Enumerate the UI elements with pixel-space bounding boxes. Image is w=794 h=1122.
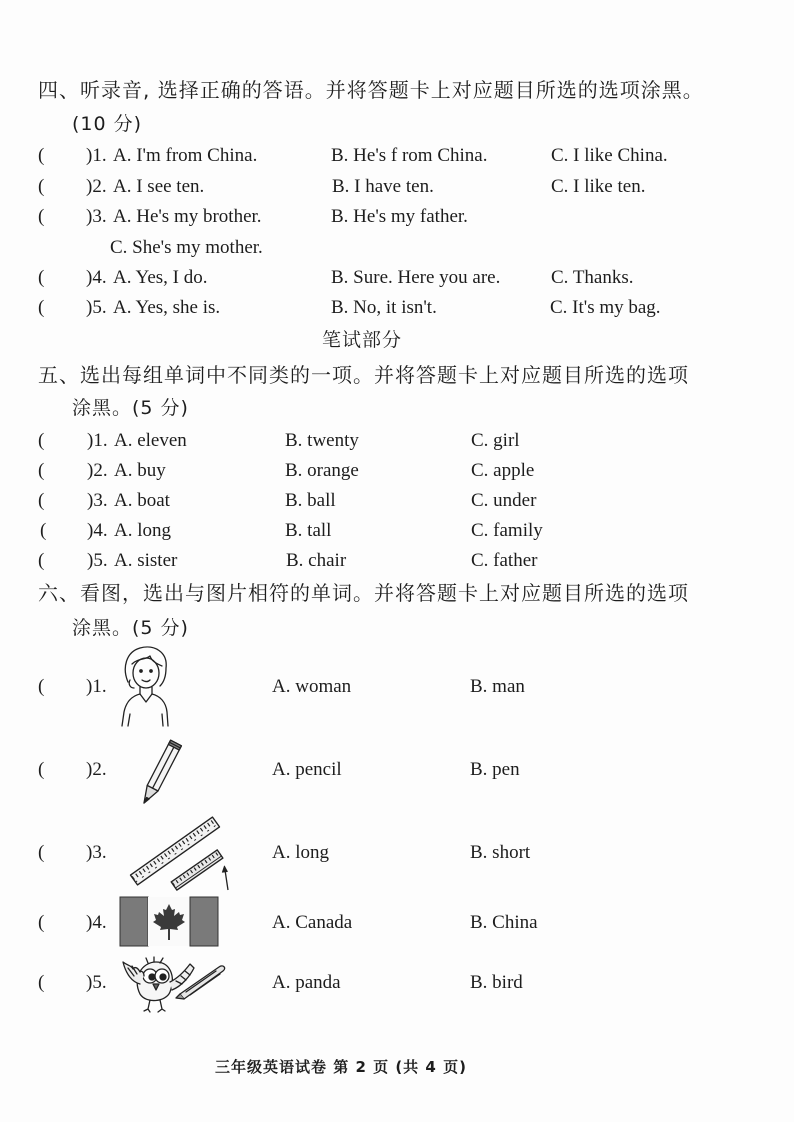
question-number: )2.: [86, 759, 107, 780]
answer-blank-open: (: [40, 520, 47, 541]
option-b: B. China: [470, 912, 538, 933]
answer-blank-open: (: [38, 430, 45, 451]
section6-score: 涂黑。(5 分): [72, 617, 189, 639]
option-a: A. I see ten.: [113, 176, 205, 197]
option-b: B. short: [470, 842, 531, 863]
question-row: [0, 460, 794, 482]
answer-blank-open: (: [38, 842, 45, 863]
option-a: A. Yes, I do.: [113, 267, 208, 288]
question-row: [0, 520, 794, 542]
written-part-heading: 笔试部分: [322, 329, 403, 351]
option-c: C. It's my bag.: [550, 297, 661, 318]
bird-icon: [120, 954, 228, 1014]
answer-blank-open: (: [38, 267, 45, 288]
answer-blank-open: (: [38, 297, 45, 318]
section5-title: 五、选出每组单词中不同类的一项。并将答题卡上对应题目所选的选项: [38, 363, 689, 387]
canada-flag-icon: [119, 896, 219, 948]
section6-title: 六、看图，选出与图片相符的单词。并将答题卡上对应题目所选的选项: [38, 581, 689, 605]
option-b: B. ball: [285, 490, 336, 511]
answer-blank-open: (: [38, 145, 45, 166]
option-a: A. sister: [114, 550, 178, 571]
question-row: [0, 842, 794, 864]
section4-score: (10 分): [72, 113, 143, 135]
question-row: [0, 759, 794, 781]
option-c: C. apple: [471, 460, 535, 481]
question-row: [0, 267, 794, 289]
question-number: )2.: [86, 176, 107, 197]
option-a: A. boat: [114, 490, 170, 511]
question-row: [0, 430, 794, 452]
rulers-icon: [126, 814, 232, 892]
answer-blank-open: (: [38, 759, 45, 780]
option-a: A. He's my brother.: [113, 206, 262, 227]
option-a: A. pencil: [272, 759, 342, 780]
option-a: A. Yes, she is.: [113, 297, 221, 318]
option-b: B. bird: [470, 972, 523, 993]
question-row: [0, 145, 794, 167]
question-row-continued: [0, 237, 794, 259]
option-c: C. under: [471, 490, 537, 511]
answer-blank-open: (: [38, 206, 45, 227]
option-b: B. Sure. Here you are.: [331, 267, 501, 288]
option-b: B. He's my father.: [331, 206, 468, 227]
option-a: A. buy: [114, 460, 166, 481]
question-number: )5.: [86, 297, 107, 318]
option-a: A. panda: [272, 972, 341, 993]
question-number: )4.: [86, 267, 107, 288]
answer-blank-open: (: [38, 490, 45, 511]
question-number: )3.: [87, 490, 108, 511]
option-a: A. woman: [272, 676, 352, 697]
question-number: )1.: [86, 145, 107, 166]
question-number: )1.: [87, 430, 108, 451]
answer-blank-open: (: [38, 972, 45, 993]
answer-blank-open: (: [38, 460, 45, 481]
option-b: B. I have ten.: [332, 176, 434, 197]
question-number: )4.: [87, 520, 108, 541]
question-number: )3.: [86, 206, 107, 227]
option-b: B. man: [470, 676, 525, 697]
question-number: )5.: [87, 550, 108, 571]
option-a: A. eleven: [114, 430, 187, 451]
question-row: [0, 297, 794, 319]
option-b: B. orange: [285, 460, 359, 481]
option-a: A. long: [114, 520, 171, 541]
section4-title: 四、听录音, 选择正确的答语。并将答题卡上对应题目所选的选项涂黑。: [38, 78, 704, 102]
question-row: [0, 176, 794, 198]
option-c: C. family: [471, 520, 543, 541]
option-c: C. girl: [471, 430, 520, 451]
option-a: A. I'm from China.: [113, 145, 258, 166]
answer-blank-open: (: [38, 912, 45, 933]
question-row: [0, 550, 794, 572]
question-number: )5.: [86, 972, 107, 993]
section5-score: 涂黑。(5 分): [72, 397, 189, 419]
question-number: )1.: [86, 676, 107, 697]
option-b: B. tall: [285, 520, 332, 541]
option-a: A. long: [272, 842, 329, 863]
question-row: [0, 206, 794, 228]
woman-icon: [116, 644, 174, 728]
option-b: B. pen: [470, 759, 520, 780]
answer-blank-open: (: [38, 176, 45, 197]
page-footer: 三年级英语试卷 第 2 页 (共 4 页): [215, 1058, 467, 1076]
pencil-icon: [138, 737, 186, 807]
option-c: C. father: [471, 550, 538, 571]
option-a: A. Canada: [272, 912, 353, 933]
option-b: B. chair: [286, 550, 347, 571]
question-number: )3.: [86, 842, 107, 863]
question-number: )2.: [87, 460, 108, 481]
option-c: C. I like China.: [551, 145, 668, 166]
option-c: C. I like ten.: [551, 176, 646, 197]
option-c: C. Thanks.: [551, 267, 634, 288]
option-b: B. twenty: [285, 430, 359, 451]
option-b: B. He's f rom China.: [331, 145, 488, 166]
answer-blank-open: (: [38, 676, 45, 697]
option-b: B. No, it isn't.: [331, 297, 437, 318]
answer-blank-open: (: [38, 550, 45, 571]
question-row: [0, 490, 794, 512]
option-c: C. She's my mother.: [110, 237, 263, 258]
question-number: )4.: [86, 912, 107, 933]
